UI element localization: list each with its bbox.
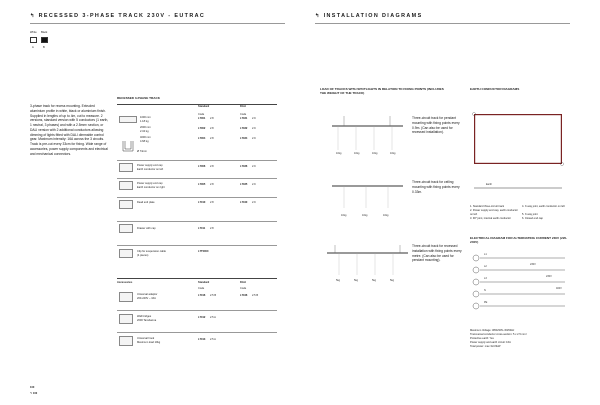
- voltage-label: 400V: [556, 287, 562, 290]
- row-divider: [117, 245, 277, 246]
- phase-label: L1: [484, 253, 487, 256]
- code-standard-suffix: 2.8: [210, 117, 214, 120]
- pendant-diagram-text: Three-circuit track for pendant mounting with fixing points every 0.9m. (Can also be used for recessed installation).: [412, 116, 460, 135]
- code-standard: L7011: [198, 227, 206, 230]
- col-header-standard: Standard: [198, 281, 210, 284]
- dead-end-image: [119, 200, 133, 209]
- code-standard: L7016: [198, 294, 206, 297]
- earth-label: Earth: [486, 183, 492, 186]
- accessory-sub: 2000 Tansbanna: [137, 319, 157, 322]
- code-label: Code: [198, 287, 205, 290]
- code-label: Code: [240, 113, 247, 116]
- code-dali-suffix: 2.9: [252, 127, 256, 130]
- code-standard: L7010: [198, 201, 206, 204]
- product-sub: (4 pieces): [137, 254, 149, 257]
- load-weight: 10kg: [372, 152, 378, 155]
- right-page-title: ↰ INSTALLATION DIAGRAMS: [315, 13, 423, 19]
- track-image: [119, 116, 137, 123]
- drawer-image: [119, 224, 133, 233]
- page-number-top: 100: [30, 386, 35, 389]
- code-standard: L7005: [198, 183, 206, 186]
- end-cap-image: [119, 181, 133, 190]
- product-sub: 4.68 kg: [140, 140, 149, 143]
- load-weight: 10kg: [354, 152, 360, 155]
- accessory-name: Universal adaptor: [137, 293, 158, 296]
- product-name: Dead end plate: [137, 201, 155, 204]
- row-divider: [117, 160, 277, 161]
- accessory-sub: Maximum load 10kg: [137, 341, 161, 344]
- row-divider: [117, 178, 277, 179]
- tech-note: Protective earth: Yes: [470, 337, 494, 340]
- code-standard: L7012: [198, 316, 206, 319]
- product-name: 4000 mm: [140, 136, 151, 139]
- phase-label: L2: [484, 265, 487, 268]
- left-page-title: ↰ RECESSED 3-PHASE TRACK 230V - EUTRAC: [30, 13, 206, 19]
- code-dali-suffix: 2.5 B: [252, 294, 259, 297]
- header-arrow-icon: ↰: [315, 13, 321, 19]
- tech-note: Transversal conductor cross-section: 5 x 2.5 mm²: [470, 333, 527, 336]
- code-standard-suffix: 2.5 A: [210, 338, 216, 341]
- code-standard-suffix: 2.5 B: [210, 294, 217, 297]
- phase-label: L3: [484, 277, 487, 280]
- phase-label: N: [484, 289, 486, 292]
- code-dali: L7036: [240, 165, 248, 168]
- code-dali: L7032: [240, 127, 248, 130]
- product-name: Power supply end cap: [137, 182, 163, 185]
- code-dali-suffix: 2.9: [252, 137, 256, 140]
- legend-item: 1. Standard three-circuit track: [470, 205, 505, 208]
- profile-section-icon: [122, 139, 134, 153]
- code-standard-suffix: 2.8: [210, 183, 214, 186]
- recessed-diagram-text: Three-circuit track for recessed installation with fixing points every metre. (Can also be used for pendant mounting).: [412, 244, 462, 263]
- page-number: ↰ 100: [30, 392, 38, 395]
- code-label: Code: [240, 287, 247, 290]
- swatch-white: [30, 37, 37, 43]
- table-top-rule: [117, 104, 277, 105]
- ceiling-diagram-text: Three-circuit track for ceiling mounting with fixing points every 0.33m.: [412, 180, 460, 194]
- end-cap-image: [119, 163, 133, 172]
- dimension-label: Ø 74mm: [137, 150, 147, 153]
- load-weight: 10kg: [341, 214, 347, 217]
- product-name: Drawer with cap: [137, 227, 156, 230]
- load-weight: 10kg: [362, 214, 368, 217]
- hook-image: [119, 336, 133, 346]
- product-name: Power supply end cap: [137, 164, 163, 167]
- tech-note: Total power: max 3x3.6kW: [470, 345, 501, 348]
- tech-note: Maximum Voltage: 380/230V~50/60Hz: [470, 329, 515, 332]
- code-dali: L7040: [240, 201, 248, 204]
- accessory-sub: 200-240V ~ 16A: [137, 297, 156, 300]
- load-section-title: LOAD OF TRACKS WITH SPOTLIGHTS IN RELATION TO FIXING POINTS (INCLUDES THE WEIGHT OF THE TRACK): [320, 87, 444, 96]
- product-sub: 1.18 kg: [140, 120, 149, 123]
- product-name: Clip for suspension cable: [137, 250, 166, 253]
- load-weight: 5kg: [354, 279, 359, 282]
- product-sub: Earth conductor on left: [137, 168, 164, 171]
- code-dali-suffix: 2.9: [252, 201, 256, 204]
- color-label-white: White: [30, 31, 37, 34]
- voltage-label: 230V: [546, 275, 552, 278]
- wall-bridge-image: [119, 314, 133, 324]
- header-divider: [315, 23, 570, 24]
- voltage-label: 230V: [530, 263, 536, 266]
- tech-note: Power supply and earth circuit: 16A: [470, 341, 511, 344]
- code-standard-suffix: 2.8: [210, 127, 214, 130]
- clip-image: [119, 249, 133, 258]
- product-sub: 2.34 kg: [140, 130, 149, 133]
- code-dali: L7046: [240, 294, 248, 297]
- accessory-name: Wall bridges: [137, 315, 152, 318]
- code-standard: L7006: [198, 165, 206, 168]
- color-code-a: A: [32, 46, 34, 49]
- code-standard-suffix: 2.8: [210, 227, 214, 230]
- code-label: Code: [198, 113, 205, 116]
- code-dali-suffix: 2.9: [252, 165, 256, 168]
- row-divider: [117, 197, 277, 198]
- color-code-b: B: [43, 46, 45, 49]
- code-standard-suffix: 2.8: [210, 201, 214, 204]
- color-label-black: Black: [41, 31, 48, 34]
- earth-conductor-diagram: [468, 108, 568, 208]
- col-header-dali: DALI: [240, 105, 247, 108]
- legend-item: 5. X-way joint: [522, 213, 538, 216]
- legend-item: 2. Power supply end cap, earth conductor on left: [470, 209, 518, 216]
- col-header-dali: DALI: [240, 281, 247, 284]
- code-standard: L7002: [198, 127, 206, 130]
- legend-item: 4. X-way joint, earth conductor on left: [522, 205, 565, 208]
- load-weight: 5kg: [390, 279, 395, 282]
- header-arrow-icon: ↰: [30, 13, 36, 19]
- electrical-wiring-diagram: [470, 252, 570, 318]
- code-dali: L7031: [240, 117, 248, 120]
- table-caption: RECESSED 3-PHASE TRACK: [117, 96, 160, 100]
- code-standard: L7001: [198, 117, 206, 120]
- product-name: 2000 mm: [140, 126, 151, 129]
- load-weight: 10kg: [390, 152, 396, 155]
- load-weight: 10kg: [336, 152, 342, 155]
- earth-section-title: EARTH CONDUCTOR DIAGRAMS: [470, 87, 520, 91]
- load-weight: 10kg: [383, 214, 389, 217]
- accessories-top-rule: [117, 278, 277, 279]
- code-standard-suffix: 2.5 A: [210, 316, 216, 319]
- electrical-diagram-title: ELECTRICAL DIAGRAM FOR ALTERNATING CURRENT 230V (220-240V): [470, 236, 568, 245]
- code-dali: L7034: [240, 137, 248, 140]
- code-standard-suffix: 2.8: [210, 137, 214, 140]
- row-divider: [117, 221, 277, 222]
- header-divider: [30, 23, 285, 24]
- swatch-black: [41, 37, 48, 43]
- adaptor-image: [119, 292, 133, 302]
- code-dali-suffix: 2.9: [252, 117, 256, 120]
- product-sub: Earth conductor on right: [137, 186, 165, 189]
- row-divider: [117, 310, 277, 311]
- col-header-standard: Standard: [198, 105, 210, 108]
- load-weight: 5kg: [336, 279, 341, 282]
- footer-arrow-icon: ↰: [30, 392, 33, 395]
- legend-item: 6. Closed end cap: [522, 217, 543, 220]
- code-dali-suffix: 2.9: [252, 183, 256, 186]
- code-standard: L7T0000: [198, 250, 209, 253]
- pendant-load-diagram: [330, 116, 405, 164]
- code-standard-suffix: 2.8: [210, 165, 214, 168]
- code-standard: L7013: [198, 338, 206, 341]
- accessories-caption: Accessories: [117, 281, 133, 284]
- load-weight: 5kg: [372, 279, 377, 282]
- row-divider: [117, 332, 277, 333]
- product-name: 1000 mm: [140, 116, 151, 119]
- legend-item: 3. 90° joint, internal earth conductor: [470, 217, 511, 220]
- accessory-name: Universal hook: [137, 337, 155, 340]
- product-description: 3-phase track for recess mounting. Extruded aluminium profile in white, black or aluminium finish. Supplied in lengths of up to 4m, cut to measure. 2 versions, standard version with 5 conductors (1 earth, 1 neutral, 3 phases) and with a 2.5mm² section, or DALI version with 2 additional conductors allowing dimming of lights fitted with DALI dimmable control gear. Maximum intensity: 16A across the 3 circuits. Track is pre-cut every 33cm for fixing. Wide range of accessories, power supply components and electrical and mechanical connectors.: [30, 104, 109, 156]
- code-standard: L7004: [198, 137, 206, 140]
- code-dali: L7035: [240, 183, 248, 186]
- phase-label: PE: [484, 301, 488, 304]
